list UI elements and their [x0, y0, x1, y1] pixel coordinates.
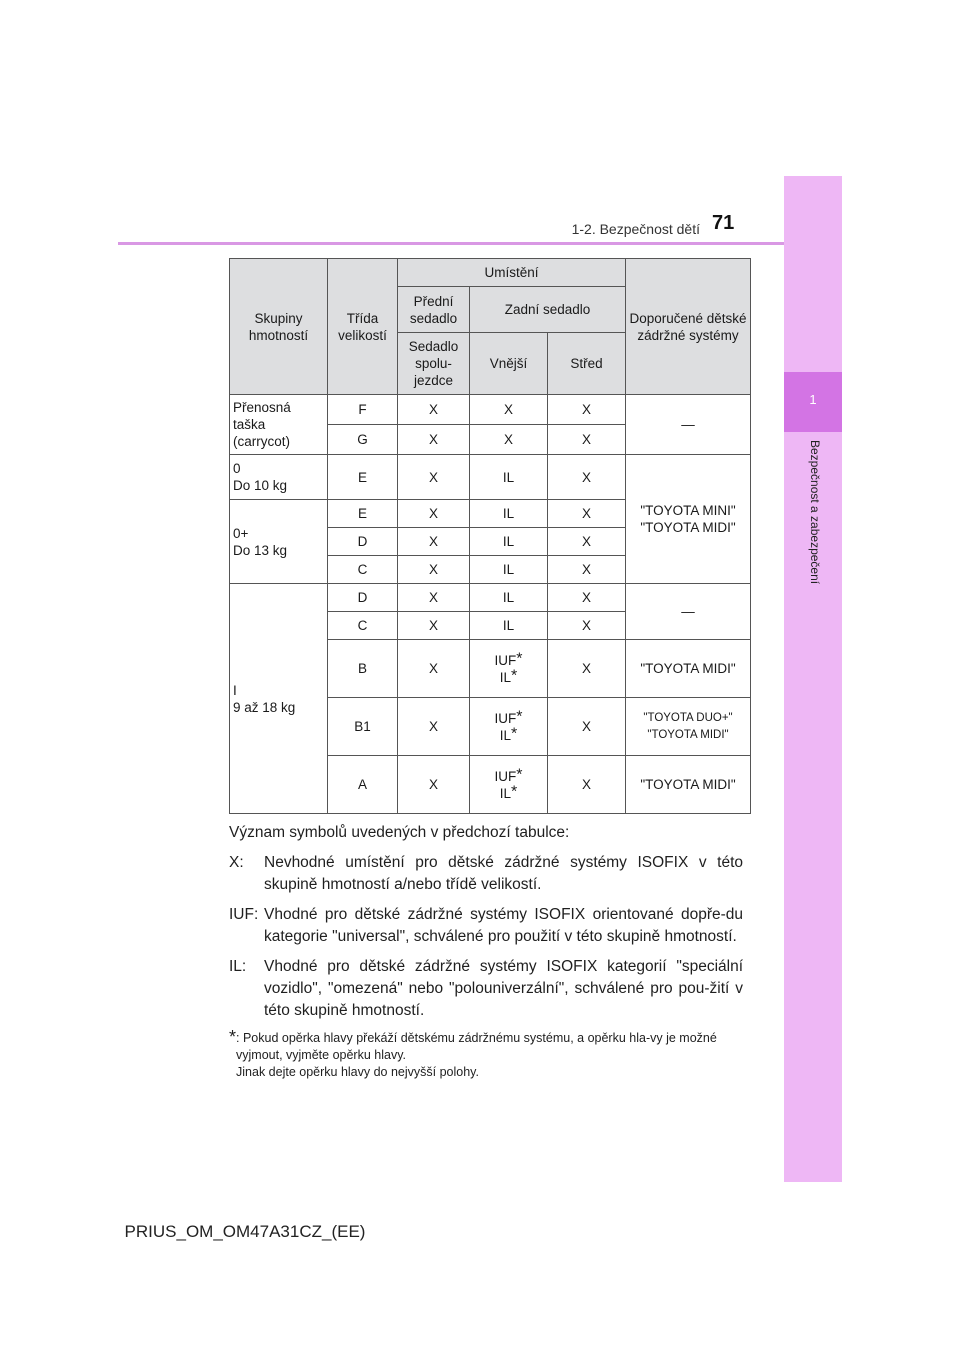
- recommended-cell: "TOYOTA MIDI": [626, 756, 751, 814]
- size-cell: F: [328, 395, 398, 425]
- size-cell: D: [328, 528, 398, 556]
- size-cell: C: [328, 612, 398, 640]
- table-row: [230, 584, 751, 612]
- asterisk-icon: *: [516, 649, 523, 667]
- header-size-class: Třída velikostí: [328, 259, 398, 395]
- header-center: Střed: [548, 333, 626, 395]
- header-weight-groups: Skupiny hmotností: [230, 259, 328, 395]
- header-rule: [118, 242, 784, 245]
- group-cell: I 9 až 18 kg: [230, 584, 328, 814]
- cell: IL: [470, 612, 548, 640]
- chapter-number: 1: [784, 372, 842, 432]
- page-number: 71: [712, 212, 735, 234]
- cell: X: [398, 395, 470, 425]
- legend-x: X: Nevhodné umístění pro dětské zádržné systémy ISOFIX v této skupině hmotností a/nebo třídě velikostí.: [229, 854, 743, 893]
- recommended-cell: "TOYOTA DUO+" "TOYOTA MIDI": [626, 698, 751, 756]
- cell: X: [398, 528, 470, 556]
- size-cell: B: [328, 640, 398, 698]
- header-front-seat: Přední sedadlo: [398, 287, 470, 333]
- cell: X: [548, 640, 626, 698]
- recommended-cell: "TOYOTA MIDI": [626, 640, 751, 698]
- cell: IL: [470, 455, 548, 500]
- cell: X: [398, 556, 470, 584]
- cell: X: [548, 612, 626, 640]
- asterisk-icon: *: [511, 666, 518, 684]
- size-cell: C: [328, 556, 398, 584]
- recommended-cell: —: [626, 584, 751, 640]
- cell: X: [548, 698, 626, 756]
- chapter-side-tab: [784, 176, 842, 1182]
- header-passenger-seat: Sedadlo spolu-jezdce: [398, 333, 470, 395]
- cell: IUF* IL*: [470, 756, 548, 814]
- header-placement: Umístění: [398, 259, 626, 287]
- cell: IL: [470, 500, 548, 528]
- footnote: * : Pokud opěrka hlavy překáží dětskému zádržnému systému, a opěrku hla-vy je možné vyjmout, vyjměte opěrku hlavy. Jinak dejte opěrku hlavy do nejvyšší polohy.: [229, 1027, 717, 1079]
- asterisk-icon: *: [516, 707, 523, 725]
- asterisk-icon: *: [516, 765, 523, 783]
- asterisk-icon: *: [511, 782, 518, 800]
- asterisk-icon: *: [511, 724, 518, 742]
- group-cell: 0 Do 10 kg: [230, 455, 328, 500]
- size-cell: E: [328, 455, 398, 500]
- size-cell: E: [328, 500, 398, 528]
- header-recommended: Doporučené dětské zádržné systémy: [626, 259, 751, 395]
- isofix-table: [229, 258, 751, 814]
- chapter-title: Bezpečnost a zabezpečení: [808, 440, 822, 585]
- legend-iuf: IUF: Vhodné pro dětské zádržné systémy ISOFIX orientované dopře-du kategorie "universal", schválené pro použití v této skupině hmotností.: [229, 906, 743, 945]
- table-row: [230, 455, 751, 500]
- recommended-cell: "TOYOTA MINI" "TOYOTA MIDI": [626, 455, 751, 584]
- cell: X: [548, 528, 626, 556]
- size-cell: D: [328, 584, 398, 612]
- section-title: 1-2. Bezpečnost dětí: [571, 221, 700, 237]
- cell: IL: [470, 556, 548, 584]
- cell: X: [398, 640, 470, 698]
- cell: X: [398, 584, 470, 612]
- cell: X: [398, 425, 470, 455]
- cell: X: [548, 500, 626, 528]
- group-cell: Přenosná taška (carrycot): [230, 395, 328, 455]
- cell: X: [548, 395, 626, 425]
- cell: X: [548, 756, 626, 814]
- legend-il: IL: Vhodné pro dětské zádržné systémy ISOFIX kategorií "speciální vozidlo", "omezená" nebo "polouniverzální", schválené pro pou-žití v této skupině hmotností.: [229, 958, 743, 1019]
- legend-section: [229, 822, 743, 1081]
- cell: X: [398, 612, 470, 640]
- cell: X: [398, 698, 470, 756]
- cell: IL: [470, 584, 548, 612]
- recommended-cell: —: [626, 395, 751, 455]
- cell: IUF* IL*: [470, 640, 548, 698]
- cell: X: [470, 425, 548, 455]
- cell: X: [548, 584, 626, 612]
- header-outer: Vnější: [470, 333, 548, 395]
- cell: X: [398, 756, 470, 814]
- cell: X: [548, 455, 626, 500]
- size-cell: B1: [328, 698, 398, 756]
- cell: IL: [470, 528, 548, 556]
- size-cell: G: [328, 425, 398, 455]
- legend-intro: Význam symbolů uvedených v předchozí tabulce:: [229, 824, 570, 841]
- header-rear-seat: Zadní sedadlo: [470, 287, 626, 333]
- cell: X: [548, 556, 626, 584]
- cell: X: [548, 425, 626, 455]
- asterisk-icon: *: [229, 1027, 237, 1047]
- size-cell: A: [328, 756, 398, 814]
- document-code: PRIUS_OM_OM47A31CZ_(EE): [124, 1222, 366, 1241]
- cell: X: [398, 500, 470, 528]
- cell: X: [470, 395, 548, 425]
- group-cell: 0+ Do 13 kg: [230, 500, 328, 584]
- cell: X: [398, 455, 470, 500]
- table-row: [230, 395, 751, 425]
- cell: IUF* IL*: [470, 698, 548, 756]
